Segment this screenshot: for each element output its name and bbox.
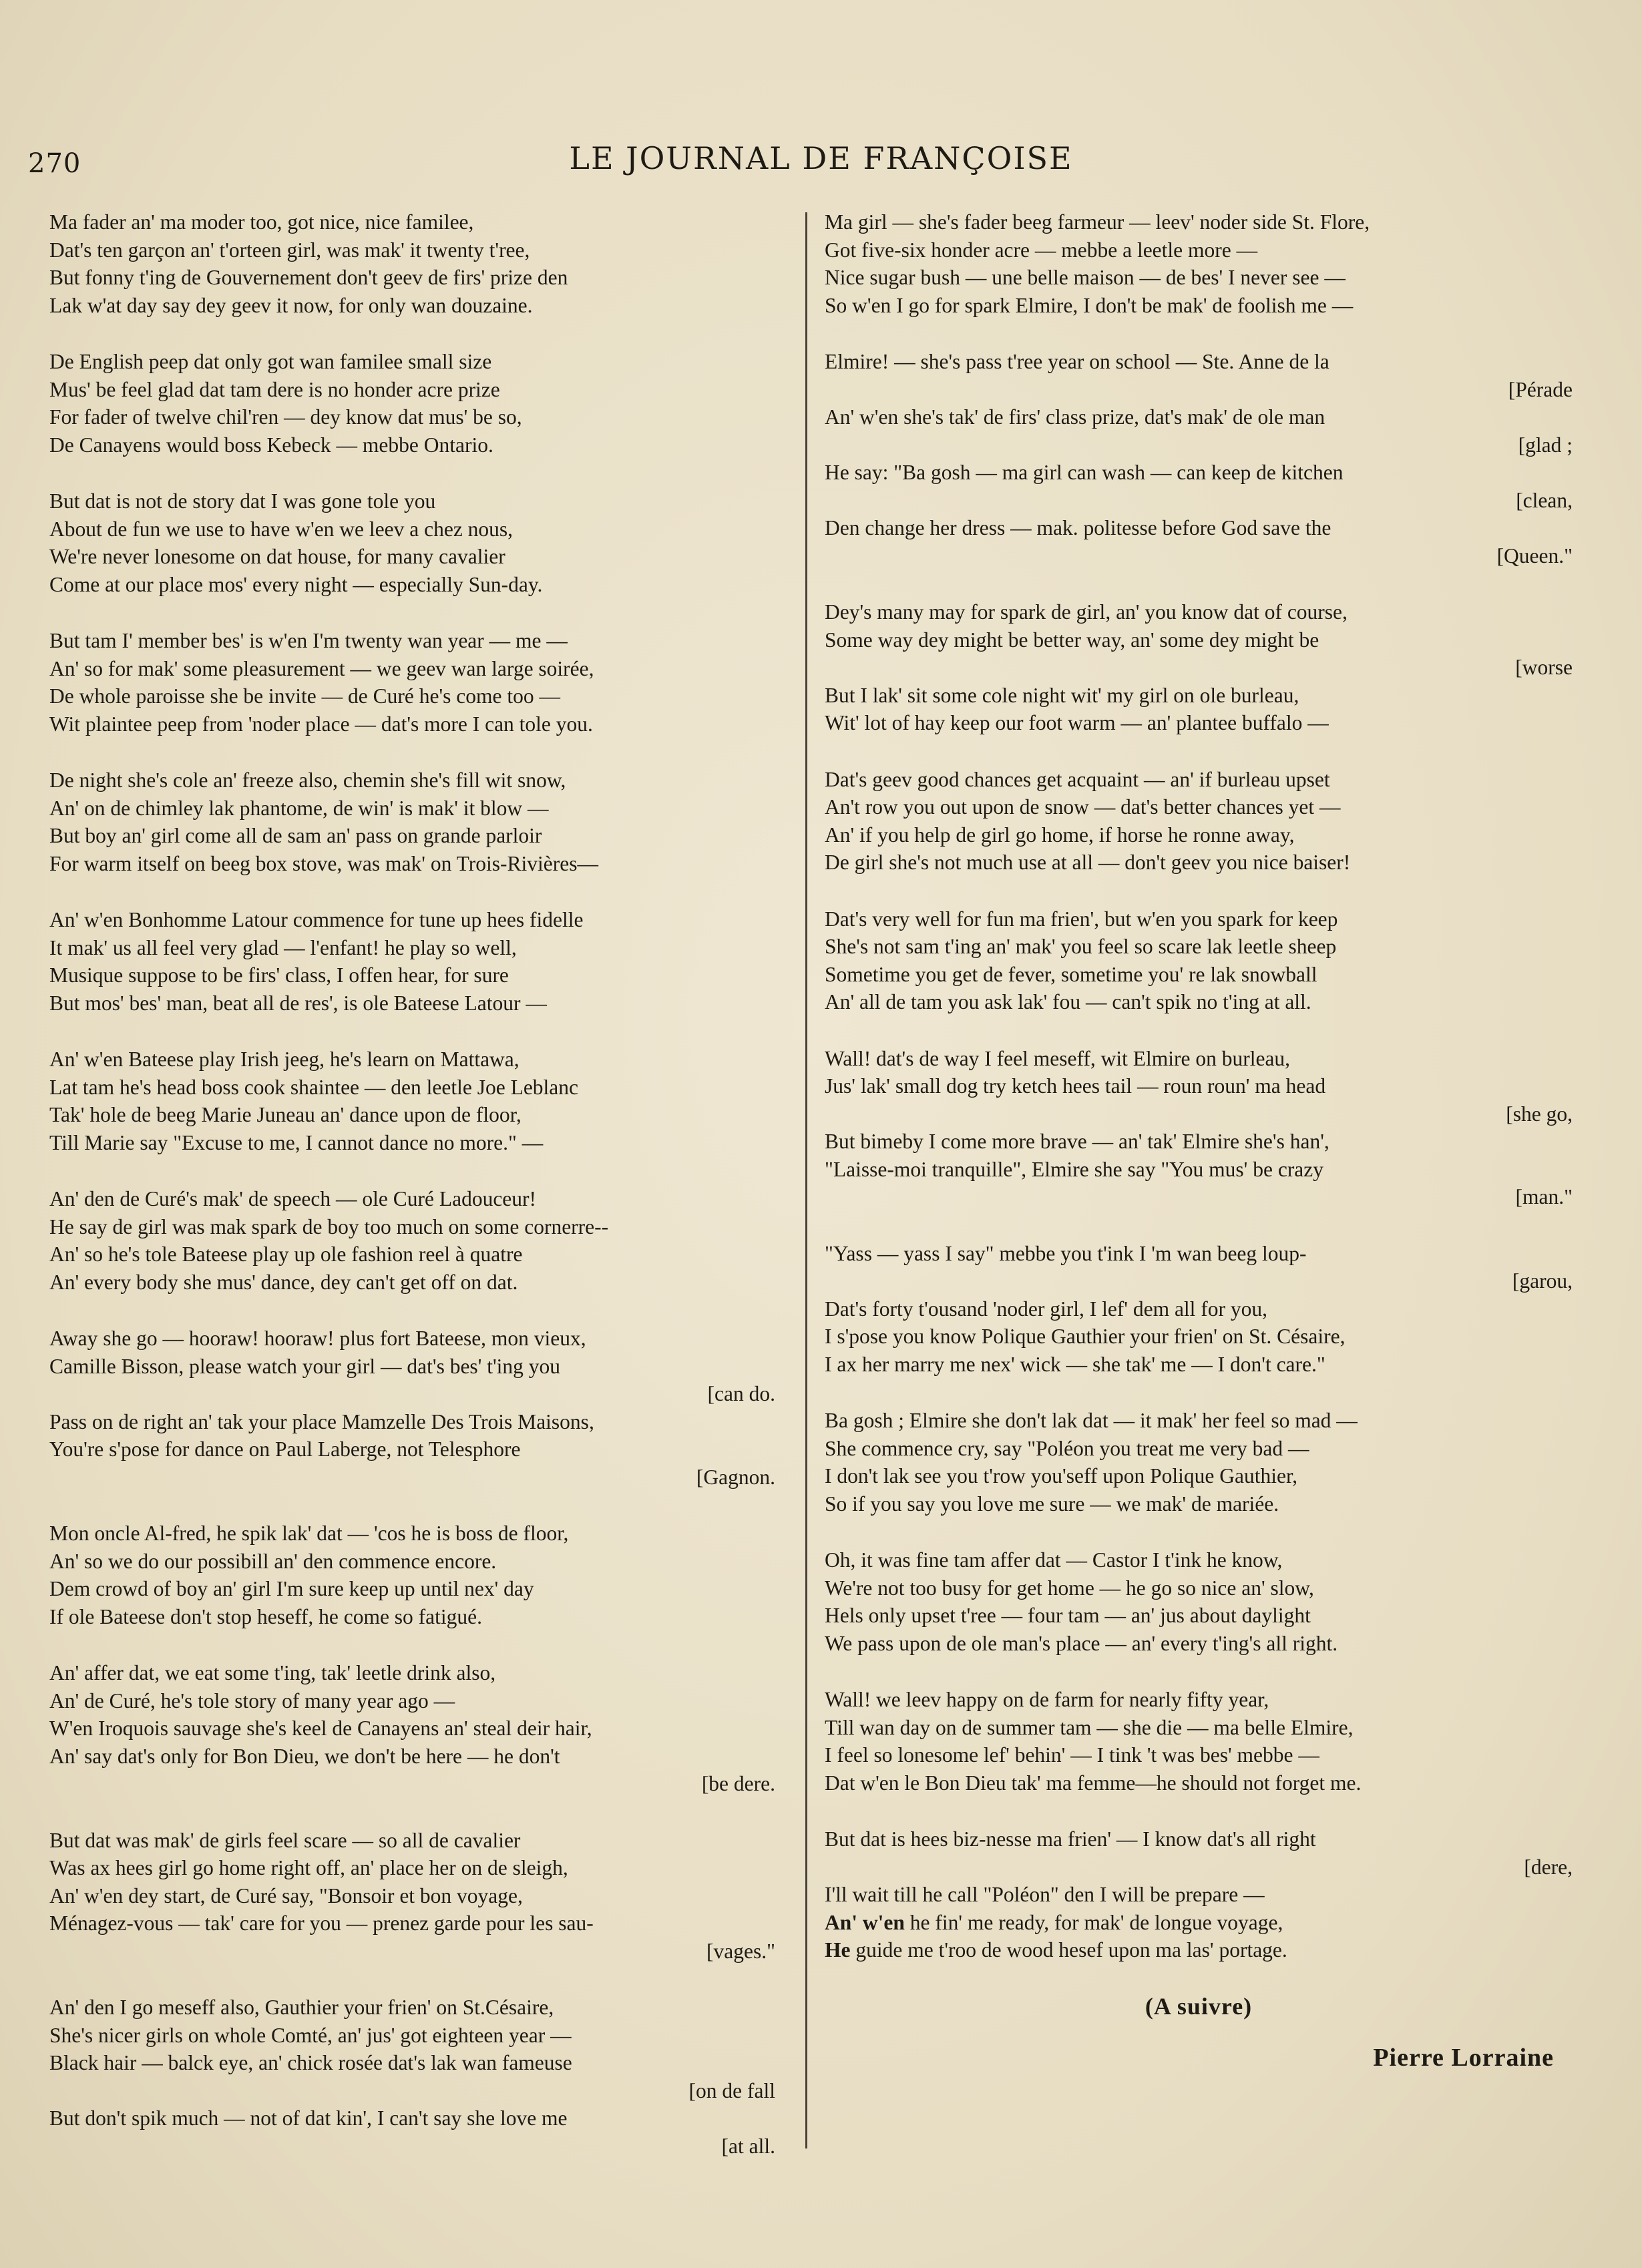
verse-line: Wit' lot of hay keep our foot warm — an' plantee buffalo — <box>825 711 1329 734</box>
verse-line-continuation: [garou, <box>1512 1269 1573 1293</box>
verse-line: Den change her dress — mak. politesse before God save the <box>825 516 1331 539</box>
verse-line: Sometime you get de fever, sometime you' re lak snowball <box>825 962 1317 986</box>
verse-line-rest: guide me t'roo de wood hesef upon ma las' portage. <box>850 1938 1287 1962</box>
stanza <box>49 208 787 319</box>
stanza <box>825 766 1573 877</box>
verse-line: But I lak' sit some cole night wit' my girl on ole burleau, <box>825 683 1299 707</box>
verse-line: Lak w'at day say dey geev it now, for only wan douzaine. <box>49 293 533 317</box>
verse-line: So if you say you love me sure — we mak' de mariée. <box>825 1492 1279 1516</box>
verse-line: "Yass — yass I say" mebbe you t'ink I 'm wan beeg loup- <box>825 1241 1307 1265</box>
verse-line: Pass on de right an' tak your place Mamzelle Des Trois Maisons, <box>49 1409 594 1433</box>
verse-line: I'll wait till he call "Poléon" den I will be prepare — <box>825 1883 1265 1906</box>
verse-line: Mus' be feel glad dat tam dere is no honder acre prize <box>49 377 500 401</box>
verse-line: An' so he's tole Bateese play up ole fashion reel à quatre <box>49 1242 523 1266</box>
stanza <box>825 1546 1573 1657</box>
verse-line: Hels only upset t'ree — four tam — an' jus about daylight <box>825 1604 1311 1627</box>
verse-line: Dem crowd of boy an' girl I'm sure keep up until nex' day <box>49 1577 534 1600</box>
journal-title: LE JOURNAL DE FRANÇOISE <box>569 140 1073 176</box>
verse-line-continuation: [dere, <box>1524 1855 1573 1879</box>
verse-line: W'en Iroquois sauvage she's keel de Canayens an' steal deir hair, <box>49 1717 592 1740</box>
verse-line: An' den I go meseff also, Gauthier your frien' on St.Césaire, <box>49 1996 554 2019</box>
verse-line-continuation: [Queen." <box>1496 543 1573 568</box>
stanza <box>49 487 787 598</box>
verse-line: Dat's ten garçon an' t'orteen girl, was mak' it twenty t'ree, <box>49 238 530 262</box>
verse-line: We're not too busy for get home — he go so nice an' slow, <box>825 1576 1314 1600</box>
verse-line-bold-start: An' w'en <box>825 1910 905 1934</box>
author-signature: Pierre Lorraine <box>1373 2044 1554 2072</box>
verse-line-continuation: [worse <box>1515 656 1573 679</box>
verse-line-continuation: [Pérade <box>1508 377 1573 401</box>
verse-line: Camille Bisson, please watch your girl — dat's bes' t'ing you <box>49 1354 561 1378</box>
stanza <box>49 906 787 1017</box>
stanza <box>825 1240 1573 1379</box>
verse-line: For warm itself on beeg box stove, was mak' on Trois-Rivières— <box>49 851 598 875</box>
column-divider <box>805 212 807 2148</box>
verse-line: Dat's geev good chances get acquaint — an' if burleau upset <box>825 767 1330 791</box>
verse-line: She commence cry, say "Poléon you treat me very bad — <box>825 1436 1309 1460</box>
verse-line: But boy an' girl come all de sam an' pass on grande parloir <box>49 824 542 847</box>
verse-line: Wall! dat's de way I feel meseff, wit Elmire on burleau, <box>825 1046 1291 1070</box>
verse-line: De Canayens would boss Kebeck — mebbe Ontario. <box>49 433 493 457</box>
verse-line: Wall! we leev happy on de farm for nearly fifty year, <box>825 1688 1269 1711</box>
stanza <box>825 348 1573 570</box>
verse-line: Dat's very well for fun ma frien', but w'en you spark for keep <box>825 907 1338 931</box>
verse-line: An' den de Curé's mak' de speech — ole Curé Ladouceur! <box>49 1187 537 1210</box>
verse-line: She's nicer girls on whole Comté, an' jus' got eighteen year — <box>49 2023 572 2047</box>
verse-line: An' every body she mus' dance, dey can't get off on dat. <box>49 1270 518 1294</box>
verse-line: Jus' lak' small dog try ketch hees tail — roun roun' ma head <box>825 1074 1326 1098</box>
verse-line: Nice sugar bush — une belle maison — de bes' I never see — <box>825 266 1346 289</box>
verse-line: I don't lak see you t'row you'seff upon Polique Gauthier, <box>825 1464 1298 1488</box>
verse-line: Was ax hees girl go home right off, an' place her on de sleigh, <box>49 1856 568 1879</box>
stanza <box>49 1046 787 1156</box>
right-column <box>825 208 1573 2072</box>
verse-line: He say: "Ba gosh — ma girl can wash — can keep de kitchen <box>825 461 1344 484</box>
stanza <box>825 598 1573 737</box>
verse-line-continuation: [be dere. <box>701 1772 775 1795</box>
verse-line: An' w'en she's tak' de firs' class prize, dat's mak' de ole man <box>825 405 1325 429</box>
verse-line-continuation: [she go, <box>1506 1102 1573 1126</box>
verse-line: De girl she's not much use at all — don't geev you nice baiser! <box>825 851 1351 874</box>
verse-line-continuation: [glad ; <box>1518 433 1573 457</box>
verse-line: But mos' bes' man, beat all de res', is ole Bateese Latour — <box>49 991 547 1015</box>
verse-line <box>825 1936 1573 1964</box>
verse-line: For fader of twelve chil'ren — dey know dat mus' be so, <box>49 405 522 429</box>
verse-line: She's not sam t'ing an' mak' you feel so scare lak leetle sheep <box>825 935 1337 958</box>
verse-line: Ma fader an' ma moder too, got nice, nice familee, <box>49 210 474 234</box>
verse-line: Mon oncle Al-fred, he spik lak' dat — 'cos he is boss de floor, <box>49 1522 569 1545</box>
verse-line: About de fun we use to have w'en we leev a chez nous, <box>49 517 514 541</box>
verse-line: Dat w'en le Bon Dieu tak' ma femme—he should not forget me. <box>825 1771 1362 1795</box>
verse-line <box>825 1909 1573 1937</box>
verse-line: He say de girl was mak spark de boy too much on some cornerre-- <box>49 1214 609 1238</box>
stanza <box>825 1825 1573 1964</box>
verse-line: But tam I' member bes' is w'en I'm twenty wan year — me — <box>49 629 568 652</box>
verse-line-continuation: [can do. <box>707 1382 775 1405</box>
verse-line: Away she go — hooraw! hooraw! plus fort Bateese, mon vieux, <box>49 1327 586 1350</box>
verse-line: An' affer dat, we eat some t'ing, tak' leetle drink also, <box>49 1661 496 1684</box>
verse-line: Wit plaintee peep from 'noder place — dat's more I can tole you. <box>49 712 593 736</box>
verse-line: We're never lonesome on dat house, for many cavalier <box>49 545 505 568</box>
verse-line-bold-start: He <box>825 1938 851 1962</box>
verse-line: Dey's many may for spark de girl, an' you know dat of course, <box>825 600 1348 624</box>
stanza <box>49 1325 787 1491</box>
verse-line: Tak' hole de beeg Marie Juneau an' dance upon de floor, <box>49 1103 522 1126</box>
stanza <box>825 208 1573 319</box>
verse-line: We pass upon de ole man's place — an' every t'ing's all right. <box>825 1631 1338 1655</box>
stanza <box>825 1045 1573 1211</box>
verse-line: You're s'pose for dance on Paul Laberge, not Telesphore <box>49 1437 521 1461</box>
verse-line: Dat's forty t'ousand 'noder girl, I lef' dem all for you, <box>825 1297 1268 1321</box>
verse-line: Come at our place mos' every night — especially Sun-day. <box>49 572 543 596</box>
verse-line: De English peep dat only got wan familee small size <box>49 350 492 373</box>
verse-line: Got five-six honder acre — mebbe a leetle more — <box>825 238 1258 262</box>
verse-line-continuation: [on de fall <box>688 2078 775 2102</box>
verse-line: De night she's cole an' freeze also, chemin she's fill wit snow, <box>49 768 566 792</box>
stanza <box>49 627 787 738</box>
page-number: 270 <box>28 148 81 179</box>
verse-line: But dat was mak' de girls feel scare — so all de cavalier <box>49 1828 521 1852</box>
verse-line: An' de Curé, he's tole story of many year ago — <box>49 1688 455 1713</box>
verse-line: Till wan day on de summer tam — she die — ma belle Elmire, <box>825 1715 1354 1739</box>
verse-line: An' if you help de girl go home, if horse he ronne away, <box>825 823 1295 847</box>
stanza <box>49 1520 787 1630</box>
verse-line: It mak' us all feel very glad — l'enfant! he play so well, <box>49 935 517 959</box>
verse-line: Elmire! — she's pass t'ree year on school — Ste. Anne de la <box>825 350 1329 373</box>
stanza <box>825 1686 1573 1797</box>
verse-line: An' w'en Bateese play Irish jeeg, he's learn on Mattawa, <box>49 1048 520 1071</box>
verse-line: An' say dat's only for Bon Dieu, we don't be here — he don't <box>49 1744 560 1768</box>
verse-line: Black hair — balck eye, an' chick rosée dat's lak wan fameuse <box>49 2051 572 2074</box>
stanza <box>49 766 787 877</box>
verse-line: So w'en I go for spark Elmire, I don't be mak' de foolish me — <box>825 293 1354 317</box>
verse-line: I s'pose you know Polique Gauthier your frien' on St. Césaire, <box>825 1325 1346 1348</box>
verse-line: An' so for mak' some pleasurement — we geev wan large soirée, <box>49 656 594 680</box>
verse-line: Musique suppose to be firs' class, I offen hear, for sure <box>49 963 509 987</box>
left-column <box>49 208 787 2189</box>
stanza <box>825 905 1573 1016</box>
verse-line: Ma girl — she's fader beeg farmeur — leev' noder side St. Flore, <box>825 210 1370 234</box>
stanza <box>49 1994 787 2160</box>
verse-line: If ole Bateese don't stop heseff, he come so fatigué. <box>49 1604 483 1628</box>
verse-line-continuation: [man." <box>1515 1185 1573 1208</box>
stanza <box>49 1827 787 1966</box>
verse-line: An' w'en dey start, de Curé say, "Bonsoir et bon voyage, <box>49 1883 523 1907</box>
stanza <box>825 1407 1573 1518</box>
verse-line: Ménagez-vous — tak' care for you — prenez garde pour les sau- <box>49 1911 594 1935</box>
verse-line: De whole paroisse she be invite — de Curé he's come too — <box>49 684 560 708</box>
stanza <box>49 348 787 459</box>
verse-line: But dat is not de story dat I was gone tole you <box>49 489 436 513</box>
verse-line-continuation: [at all. <box>721 2134 775 2158</box>
verse-line: I ax her marry me nex' wick — she tak' me — I don't care." <box>825 1352 1325 1376</box>
verse-line-continuation: [clean, <box>1516 488 1573 512</box>
verse-line: "Laisse-moi tranquille", Elmire she say "You mus' be crazy <box>825 1157 1324 1181</box>
verse-line: I feel so lonesome lef' behin' — I tink 't was bes' mebbe — <box>825 1743 1319 1767</box>
verse-line: Oh, it was fine tam affer dat — Castor I t'ink he know, <box>825 1548 1283 1572</box>
verse-line: An' so we do our possibill an' den commence encore. <box>49 1549 497 1573</box>
verse-line: Till Marie say "Excuse to me, I cannot dance no more." — <box>49 1130 544 1154</box>
verse-line-continuation: [Gagnon. <box>696 1465 775 1489</box>
verse-line: But dat is hees biz-nesse ma frien' — I know dat's all right <box>825 1827 1316 1851</box>
stanza <box>49 1185 787 1296</box>
to-be-continued: (A suivre) <box>1145 1992 1253 2020</box>
verse-line: An' all de tam you ask lak' fou — can't spik no t'ing at all. <box>825 990 1311 1013</box>
verse-line: An' on de chimley lak phantome, de win' is mak' it blow — <box>49 796 549 820</box>
verse-line: But don't spik much — not of dat kin', I can't say she love me <box>49 2106 568 2130</box>
right-column-stanzas <box>825 208 1573 1964</box>
verse-line-rest: he fin' me ready, for mak' de longue voyage, <box>904 1910 1283 1934</box>
verse-line: Ba gosh ; Elmire she don't lak dat — it mak' her feel so mad — <box>825 1409 1358 1432</box>
verse-line: An' w'en Bonhomme Latour commence for tune up hees fidelle <box>49 908 584 931</box>
verse-line: But fonny t'ing de Gouvernement don't geev de firs' prize den <box>49 266 568 289</box>
stanza <box>49 1659 787 1798</box>
verse-line: Some way dey might be better way, an' some dey might be <box>825 628 1319 652</box>
verse-line-continuation: [vages." <box>706 1939 775 1963</box>
verse-line: But bimeby I come more brave — an' tak' Elmire she's han', <box>825 1130 1329 1153</box>
verse-line: Lat tam he's head boss cook shaintee — den leetle Joe Leblanc <box>49 1075 579 1099</box>
verse-line: An't row you out upon de snow — dat's better chances yet — <box>825 795 1341 819</box>
